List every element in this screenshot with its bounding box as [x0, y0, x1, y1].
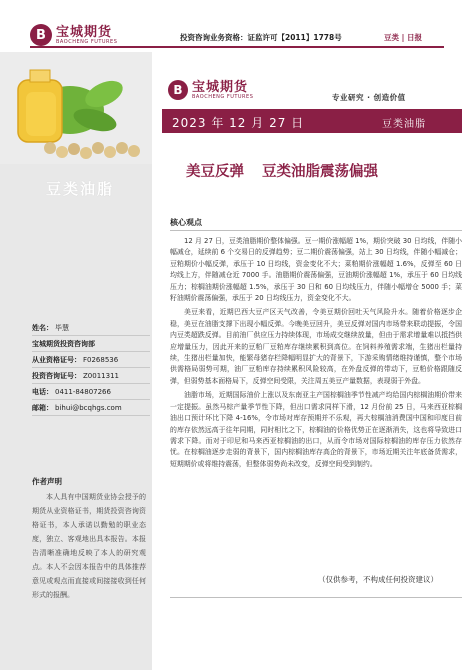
date-banner [162, 109, 462, 133]
license-text: 投资咨询业务资格：证监许可【2011】1778号 [180, 33, 342, 42]
reference-note: （仅供参考，不构成任何投资建议） [318, 575, 438, 584]
info-row-dept: 宝城期货投资咨询部 [32, 336, 150, 352]
headline [186, 160, 378, 181]
info-row-email[interactable]: 邮箱： bihui@bcqhgs.com [32, 400, 150, 416]
brand-logo-icon: B [168, 80, 188, 100]
bottom-divider [170, 597, 462, 598]
article-body [170, 236, 462, 473]
headline-part-2: 豆类油脂震荡偏强 [262, 164, 378, 180]
info-row-consult: 投资咨询证号： Z0011311 [32, 368, 150, 384]
sidebar-section-title: 豆类油脂 [46, 180, 115, 198]
brand-name-cn: 宝城期货 [192, 79, 249, 95]
author-info [32, 320, 150, 416]
slogan: 专业研究 · 创造价值 [332, 93, 406, 102]
info-row-name: 姓名： 毕慧 [32, 320, 150, 336]
logo-name-en: BAOCHENG FUTURES [56, 38, 118, 45]
report-category: 豆类油脂 [382, 119, 426, 130]
company-logo [30, 24, 117, 46]
soybean-oil-image [0, 52, 152, 164]
info-row-license: 从业资格证号： F0268536 [32, 352, 150, 368]
report-date: 2023 年 12 月 27 日 [172, 116, 305, 130]
page-header [0, 0, 474, 52]
disclaimer-text: 本人具有中国期货业协会授予的期货从业资格证书，期货投资咨询资格证书，本人承诺以勤勉的职业态度，独立、客观地出具本报告。本报告清晰准确地反映了本人的研究观点。本人不会因本报告中的具体推荐意见或观点而直接或间接接收到任何形式的报酬。 [32, 493, 146, 599]
report-type-tags: 豆类 | 日报 [384, 33, 422, 42]
core-view-title: 核心观点 [170, 218, 202, 227]
logo-name-cn: 宝城期货 [56, 24, 113, 40]
headline-part-1: 美豆反弹 [186, 164, 244, 180]
logo-icon: B [30, 24, 52, 46]
header-divider [30, 46, 444, 48]
paragraph: 油脂市场，近期国际油价上涨以及东南亚主产国棕榈油季节性减产均给国内棕榈油期价带来一定提振。虽然马棕产量季节性下降，但出口需求同样下滑，12 月份前 25 日，马来西亚棕榈油出口预计环比下降 4-16%，令市场对库存预期并不乐观，再大棕榈油消费国中国和印度目前的库存依然远高于往年同期，同时相比之下，棕榈油的价格优势正在逐渐消失，这也将导致进口需求下降。而对于印尼和马来西亚棕榈油的出口，从而令市场对国际棕榈油的库存压力依然存忧。在棕榈油逐步走弱的背景下，国内棕榈油库存高企的背景下，市场近期关注年底备货需求，短期期价或将维持震荡，但整体弱势尚未改变，反弹空间受到制约。 [170, 391, 462, 468]
paragraph: 12 月 27 日，豆类油脂期价整体偏强。豆一期价涨幅超 1%，期价突破 30 日均线，伴随小幅减仓，延续前 6 个交易日的反弹趋势；豆二期价震荡偏强，站上 30 日均线，伴随小幅减仓；豆粕期价小幅反弹，承压于 10 日均线，资金变化不大；菜粕期价涨幅超 1.6%，反弹至 60 日均线上方，伴随减仓近 7000 手。油脂期价震荡偏强，豆油期价涨幅超 1%，承压于 60 日均线压力；棕榈油期价涨幅超 1.5%，承压于 30 日和 60 日均线压力，伴随小幅增仓 5000 手；菜籽油期价震荡偏强，承压于 20 日均线压力，资金变化不大。 [170, 237, 462, 303]
info-row-phone: 电话： 0411-84807266 [32, 384, 150, 400]
brand-logo [168, 80, 253, 100]
disclaimer-title: 作者声明 [32, 477, 62, 486]
paragraph: 美豆来看，近期巴西大豆产区天气改善，令美豆期价回吐天气风险升水。随着价格逐步企稳，美豆在油脂支撑下出现小幅反弹。今晚美豆回升，美豆反弹对国内市场带来联动提振，令国内豆类超跌反弹。目前油厂供应压力持续体现，市场成交继续放量，但由于需求增量难以抵挡供应增量压力，因此开来的豆粕厂豆粕库存继续累积到高位。在饲料养殖需求端，生猪出栏量持续，生猪出栏量加快，能繁母猪存栏降幅明显扩大的背景下，下游采购情绪维持谨慎，整个市场供需格局弱势可期，油厂豆粕库存持续累积风险较高，在外盘反弹的带动下，豆粕价格跟随反弹，但弱势基本面格局下，反弹空间受限，关注周五美豆产量数据，表现弱于外盘。 [170, 308, 462, 385]
brand-name-en: BAOCHENG FUTURES [192, 93, 254, 100]
core-divider [170, 230, 462, 231]
